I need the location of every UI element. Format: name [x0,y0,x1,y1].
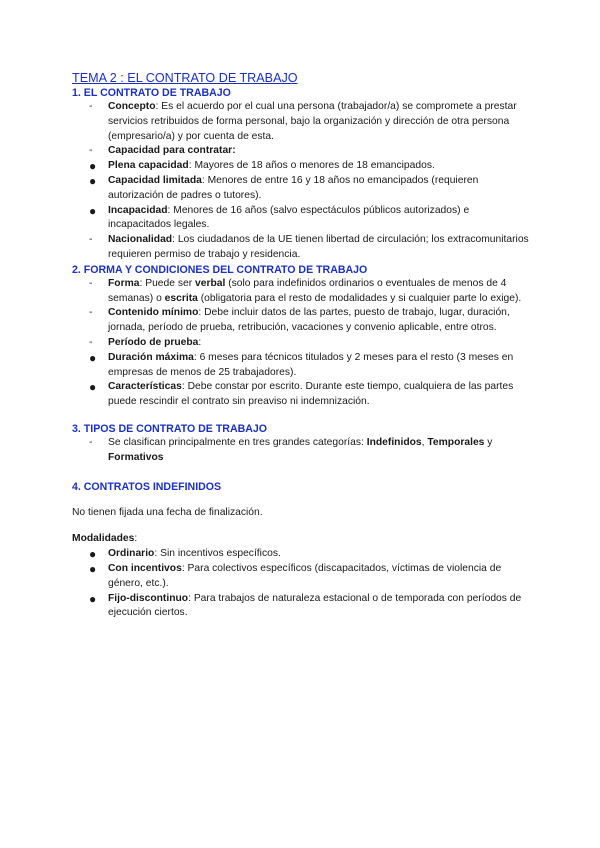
list-item-periodo-prueba: - Período de prueba: [72,336,532,351]
dash-marker: - [89,436,93,448]
bullet-icon: ● [89,561,97,576]
term-con-incentivos: Con incentivos [108,562,182,574]
list-item-contenido-minimo: - Contenido mínimo: Debe incluir datos de las partes, puesto de trabajo, lugar, duración, jornada, período de prueba, retribución, vacaciones y convenio aplicable, entre otros. [89,307,510,334]
dash-marker: - [89,234,93,246]
term-concepto: Concepto [108,101,156,112]
dash-marker: - [89,101,93,112]
section-1-list [72,100,532,263]
section-2-heading: 2. FORMA Y CONDICIONES DEL CONTRATO DE TRABAJO [72,263,368,276]
term-indefinidos: Indefinidos [366,436,422,448]
bullet-icon: ● [89,203,97,218]
term-nacionalidad: Nacionalidad [108,234,173,246]
bullet-icon: ● [89,159,97,174]
list-item-capacidad: - Capacidad para contratar: [72,144,532,159]
document-content [72,71,532,621]
term-capacidad-limitada: Capacidad limitada [108,174,202,186]
section-3-heading: 3. TIPOS DE CONTRATO DE TRABAJO [72,422,268,435]
section-4-intro: No tienen fijada una fecha de finalización. [72,506,263,518]
section-3-list [72,436,532,466]
bullet-icon: ● [89,173,97,188]
bullet-icon: ● [89,547,97,562]
bullet-icon: ● [89,591,97,606]
dash-marker: - [89,145,93,157]
term-formativos: Formativos [108,451,164,463]
document-title: TEMA 2 : EL CONTRATO DE TRABAJO [72,71,298,85]
term-forma: Forma [108,277,140,289]
definition-concepto: Es el acuerdo por el cual una persona (trabajador/a) se compromete a prestar servicios retribuidos de forma personal, bajo la organización y dirección de otra persona (empresario/a) y por cuenta de esta. [108,101,517,142]
dash-marker: - [89,307,93,319]
term-fijo-discontinuo: Fijo-discontinuo [108,592,189,604]
list-item-forma: - Forma: Puede ser verbal (solo para indefinidos ordinarios o eventuales de menos de 4 semanas) o escrita (obligatoria para el resto de modalidades y si cualquier parte lo exige). [89,277,522,304]
modalidades-label: Modalidades: [72,533,138,545]
term-verbal: verbal [195,277,226,289]
term-ordinario: Ordinario [108,548,155,560]
term-capacidad: Capacidad para contratar [108,145,233,157]
bullet-icon: ● [89,380,97,395]
list-item-fijo-discontinuo: ● Fijo-discontinuo: Para trabajos de naturaleza estacional o de temporada con períodos de ejecución ciertos. [89,591,522,619]
term-temporales: Temporales [427,436,485,448]
list-item-incapacidad: ● Incapacidad: Menores de 16 años (salvo espectáculos públicos autorizados) e incapacitados legales. [89,203,470,231]
list-item-ordinario: ● Ordinario: Sin incentivos específicos. [89,547,281,562]
list-item-duracion-maxima: ● Duración máxima: 6 meses para técnicos titulados y 2 meses para el resto (3 meses en empresas de menos de 25 trabajadores). [89,350,514,378]
list-item-concepto: - Concepto: Es el acuerdo por el cual una persona (trabajador/a) se compromete a prestar servicios retribuidos de forma personal, bajo la organización y dirección de otra persona (empresario/a) y por cuenta de esta. [89,101,517,142]
section-1-heading: 1. EL CONTRATO DE TRABAJO [72,87,231,99]
section-4-list [72,547,532,621]
term-escrita: escrita [164,292,198,304]
term-duracion-maxima: Duración máxima [108,351,194,363]
dash-marker: - [89,336,93,348]
list-item-plena-capacidad: ● Plena capacidad: Mayores de 18 años o menores de 18 emancipados. [89,159,435,174]
term-incapacidad: Incapacidad [108,204,168,216]
term-periodo-prueba: Período de prueba [108,336,199,348]
term-contenido-minimo: Contenido mínimo [108,307,199,319]
bullet-icon: ● [89,350,97,365]
section-2-list [72,277,532,410]
list-item-caracteristicas: ● Características: Debe constar por escrito. Durante este tiempo, cualquiera de las partes puede rescindir el contrato sin preaviso ni indemnización. [89,380,514,408]
term-plena-capacidad: Plena capacidad [108,160,189,172]
list-item-tipos: - Se clasifican principalmente en tres grandes categorías: Indefinidos, Temporales y Formativos [89,436,493,463]
section-4-heading: 4. CONTRATOS INDEFINIDOS [72,480,222,493]
list-item-capacidad-limitada: ● Capacidad limitada: Menores de entre 16 y 18 años no emancipados (requieren autorización de padres o tutores). [89,173,479,201]
list-item-nacionalidad: - Nacionalidad: Los ciudadanos de la UE tienen libertad de circulación; los extracomunitarios requieren permiso de trabajo y residencia. [89,234,529,260]
term-caracteristicas: Características [108,381,182,393]
list-item-con-incentivos: ● Con incentivos: Para colectivos específicos (discapacitados, víctimas de violencia de género, etc.). [89,561,502,589]
dash-marker: - [89,277,93,289]
